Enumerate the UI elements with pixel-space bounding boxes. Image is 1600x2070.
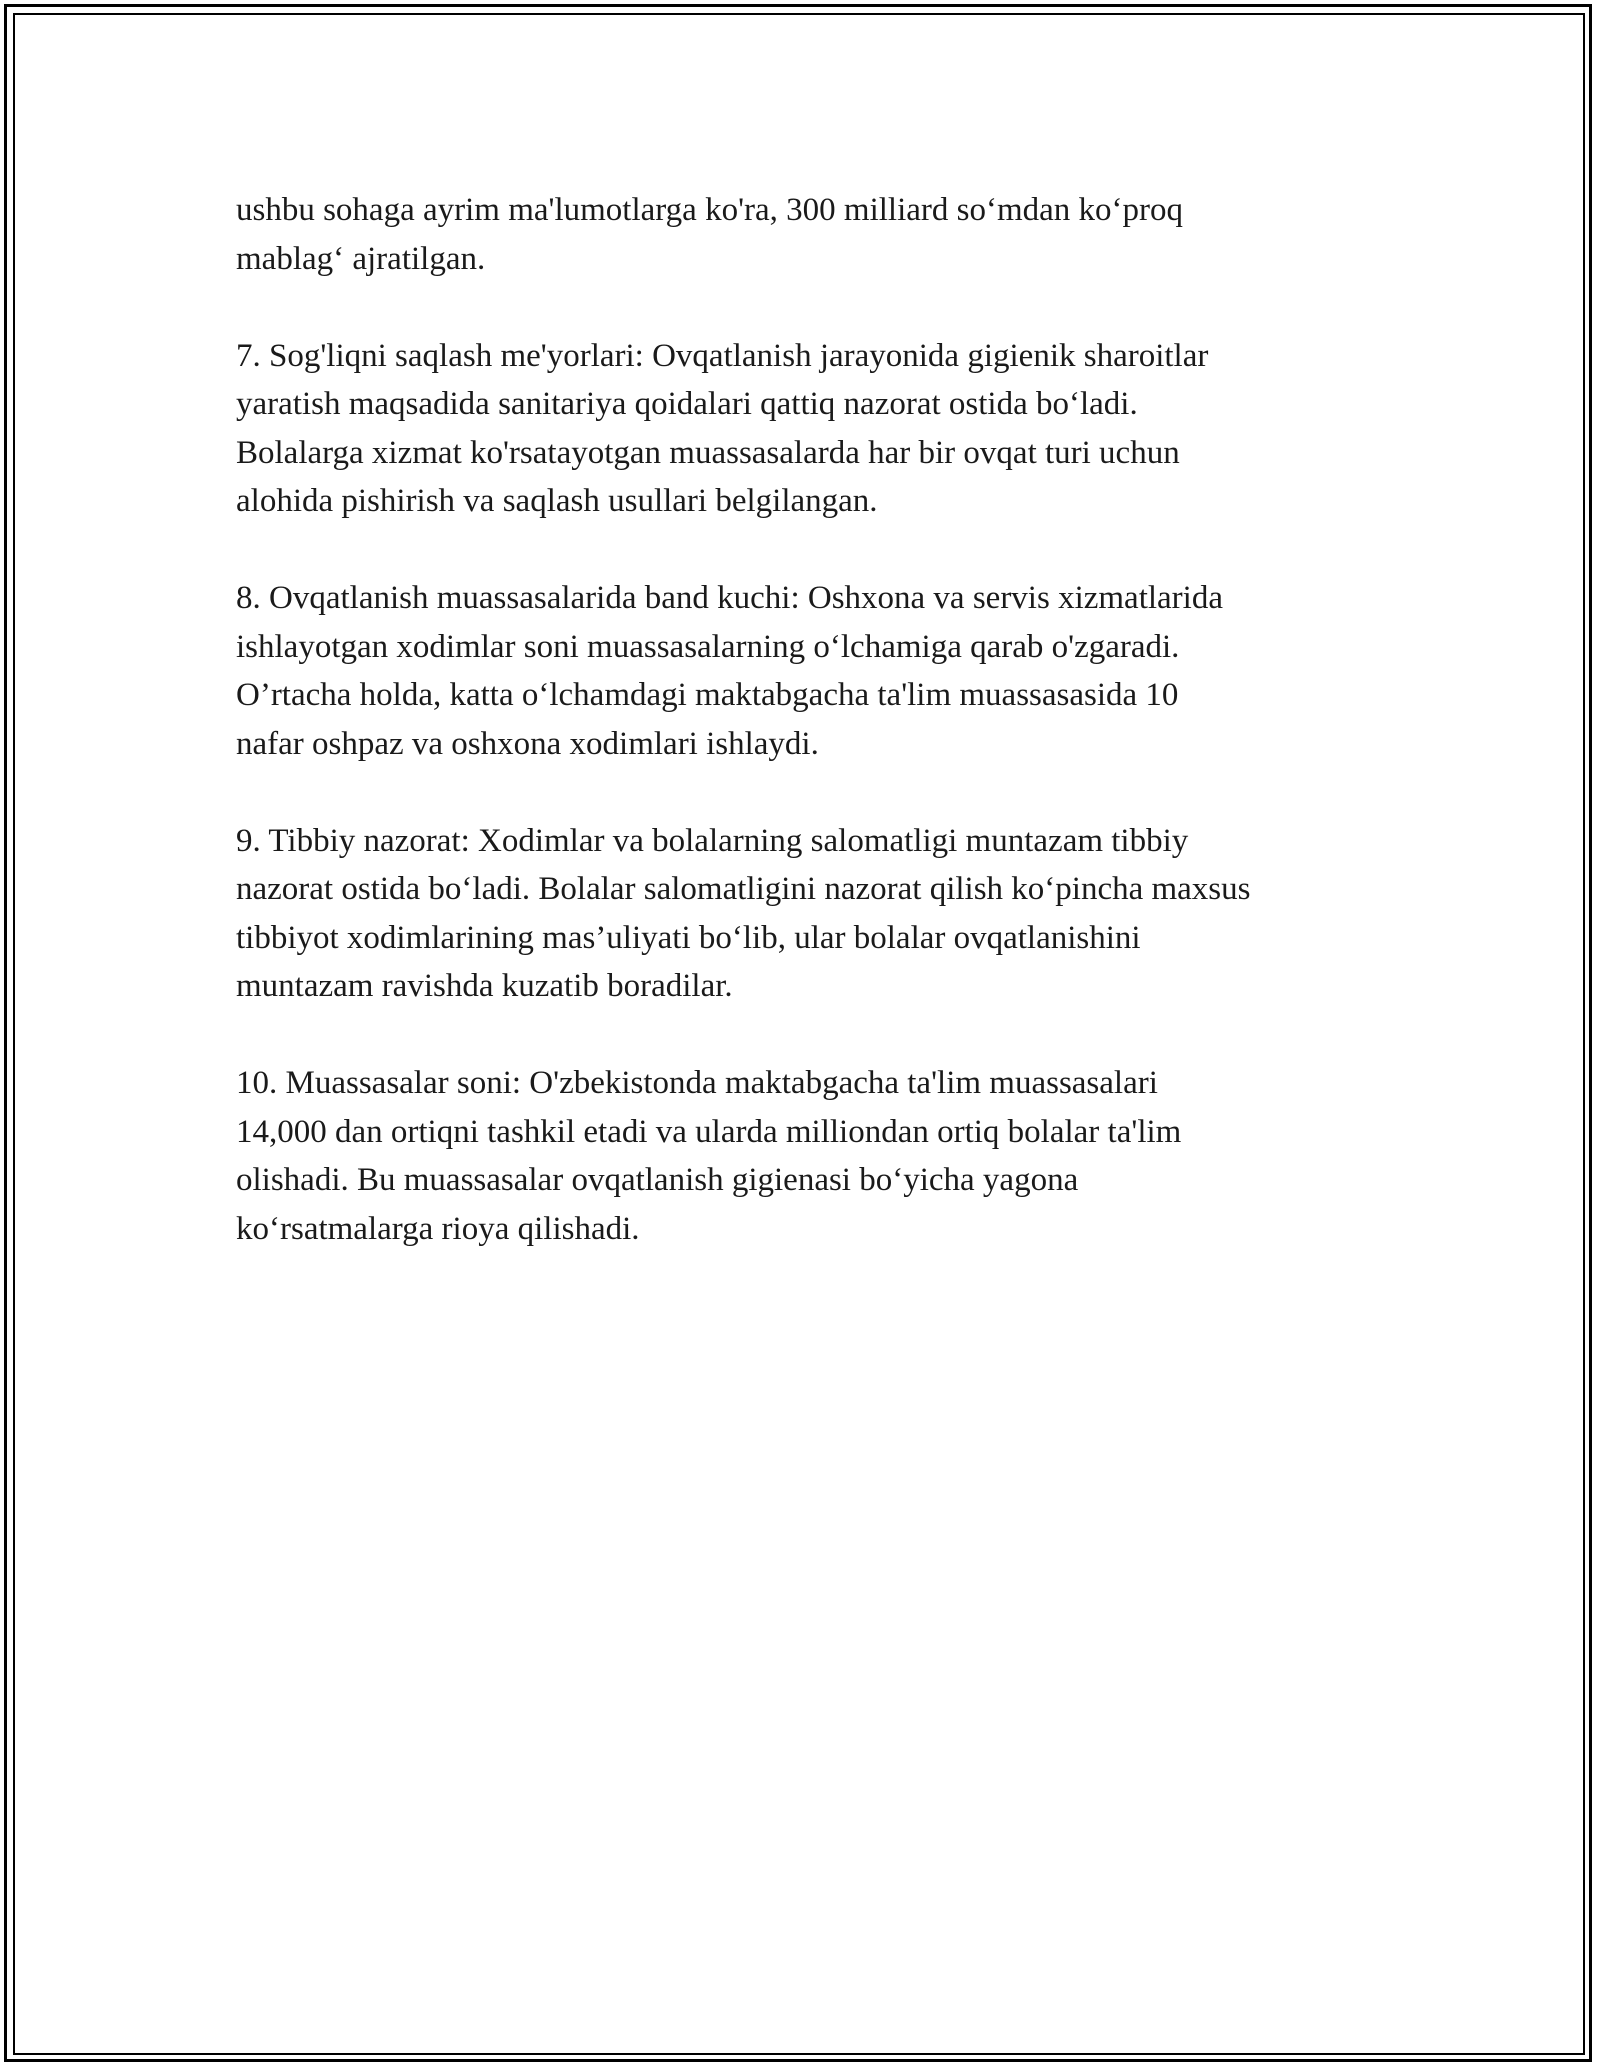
text-line: alohida pishirish va saqlash usullari belgilangan.: [236, 483, 878, 519]
paragraph-workforce: [236, 574, 1386, 768]
text-line: nafar oshpaz va oshxona xodimlari ishlaydi.: [236, 725, 819, 762]
text-line: ishlayotgan xodimlar soni muassasalarning o‘lchamiga qarab o'zgaradi.: [236, 628, 1180, 665]
text-line: 8. Ovqatlanish muassasalarida band kuchi: Oshxona va servis xizmatlarida: [236, 580, 1223, 616]
paragraph-medical-control: [236, 817, 1386, 1011]
text-line: nazorat ostida bo‘ladi. Bolalar salomatligini nazorat qilish ko‘pincha maxsus: [236, 871, 1251, 907]
document-body: [236, 186, 1386, 1302]
text-line: tibbiyot xodimlarining mas’uliyati bo‘lib, ular bolalar ovqatlanishini: [236, 919, 1141, 956]
text-line: mablag‘ ajratilgan.: [236, 240, 486, 277]
text-line: Bolalarga xizmat ko'rsatayotgan muassasalarda har bir ovqat turi uchun: [236, 434, 1180, 471]
text-line: yaratish maqsadida sanitariya qoidalari qattiq nazorat ostida bo‘ladi.: [236, 386, 1138, 422]
text-line: 10. Muassasalar soni: O'zbekistonda maktabgacha ta'lim muassasalari: [236, 1065, 1158, 1101]
text-line: 7. Sog'liqni saqlash me'yorlari: Ovqatlanish jarayonida gigienik sharoitlar: [236, 337, 1209, 374]
text-line: ko‘rsatmalarga rioya qilishadi.: [236, 1210, 640, 1247]
paragraph-health-standards: [236, 332, 1386, 526]
paragraph-institution-count: [236, 1059, 1386, 1253]
text-line: muntazam ravishda kuzatib boradilar.: [236, 968, 733, 1004]
text-line: ushbu sohaga ayrim ma'lumotlarga ko'ra, 300 milliard so‘mdan ko‘proq: [236, 192, 1184, 228]
text-line: 9. Tibbiy nazorat: Xodimlar va bolalarning salomatligi muntazam tibbiy: [236, 822, 1189, 859]
text-line: 14,000 dan ortiqni tashkil etadi va ularda milliondan ortiq bolalar ta'lim: [236, 1113, 1182, 1150]
paragraph-funding: [236, 186, 1386, 283]
text-line: olishadi. Bu muassasalar ovqatlanish gigienasi bo‘yicha yagona: [236, 1162, 1079, 1198]
text-line: O’rtacha holda, katta o‘lchamdagi maktabgacha ta'lim muassasasida 10: [236, 677, 1179, 713]
